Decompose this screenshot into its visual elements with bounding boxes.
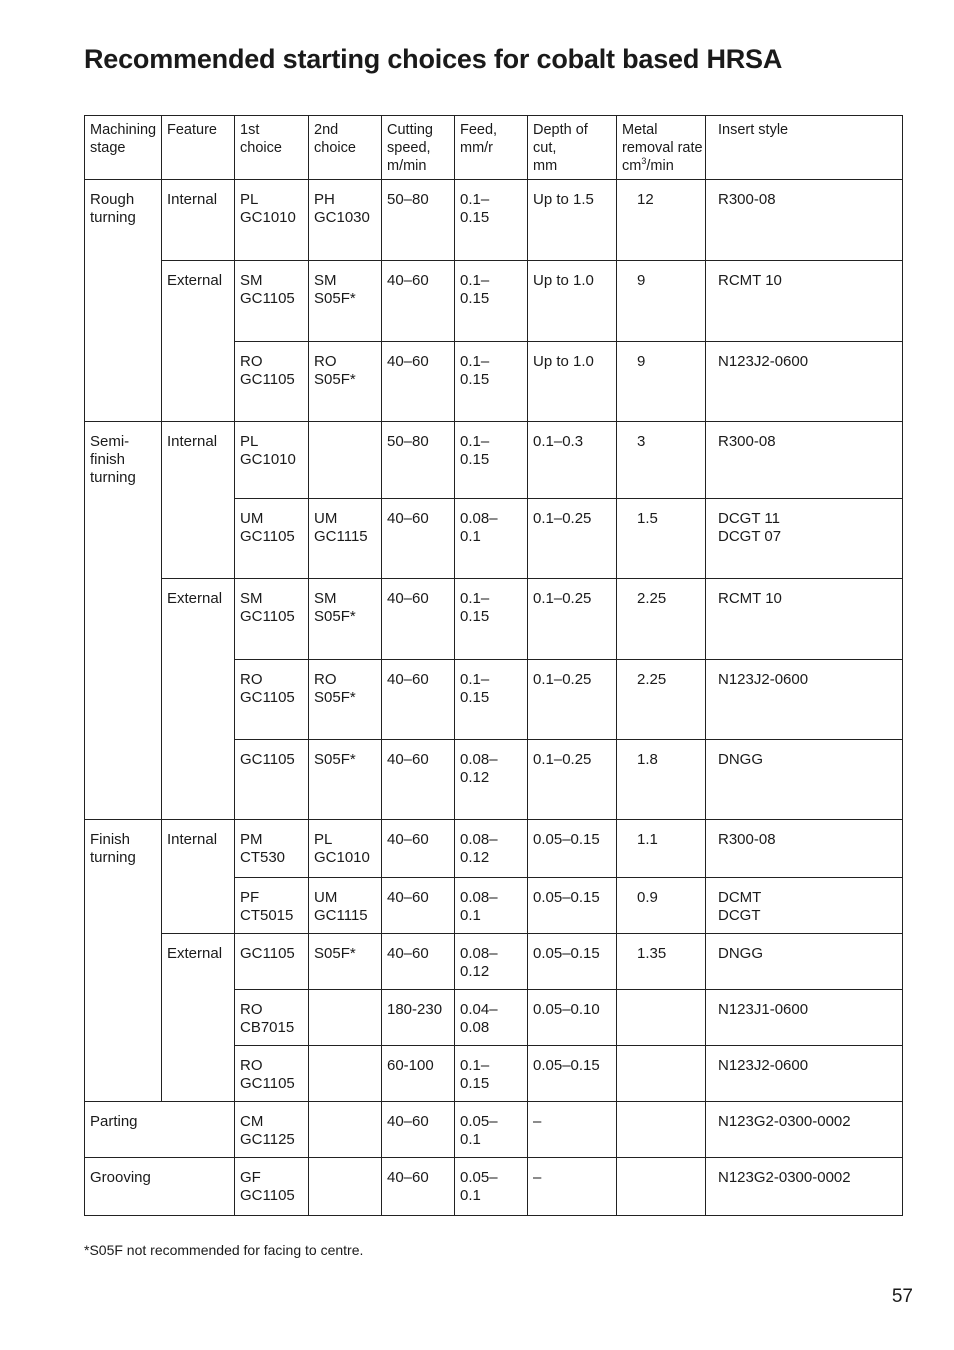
cell-line: DCGT bbox=[718, 907, 761, 924]
insert-style-cell bbox=[706, 990, 903, 1046]
cell-line: R300-08 bbox=[718, 191, 776, 208]
depth-of-cut-cell: – bbox=[528, 1158, 617, 1216]
insert-style-cell bbox=[706, 261, 903, 342]
cell-line: SM bbox=[240, 272, 263, 289]
footnote: *S05F not recommended for facing to centre. bbox=[84, 1242, 364, 1258]
cell-line: S05F* bbox=[314, 751, 356, 768]
recommendation-table bbox=[84, 115, 903, 1216]
stage-rough-turning bbox=[85, 180, 162, 422]
cell-line: N123G2-0300-0002 bbox=[718, 1113, 851, 1130]
feed-cell bbox=[455, 878, 528, 934]
first-choice-cell bbox=[235, 990, 309, 1046]
second-choice-cell bbox=[309, 180, 382, 261]
insert-style-cell bbox=[706, 422, 903, 499]
cell-line: RO bbox=[240, 353, 263, 370]
stage-semi-finish-turning bbox=[85, 422, 162, 820]
cell-line: Depth of bbox=[533, 122, 588, 138]
cell-line: GC1125 bbox=[240, 1131, 295, 1148]
first-choice-cell bbox=[235, 820, 309, 878]
header-feature: Feature bbox=[162, 116, 235, 180]
header-metal-removal-rate bbox=[617, 116, 706, 180]
cutting-speed-cell: 40–60 bbox=[382, 740, 455, 820]
cell-line: turning bbox=[90, 209, 136, 226]
second-choice-cell bbox=[309, 422, 382, 499]
unit-suffix: /min bbox=[646, 158, 674, 174]
insert-style-cell bbox=[706, 820, 903, 878]
cell-line: 0.05– bbox=[460, 1113, 498, 1130]
cell-line: speed, bbox=[387, 140, 431, 156]
cell-line: CT5015 bbox=[240, 907, 294, 924]
feed-cell bbox=[455, 261, 528, 342]
feed-cell bbox=[455, 740, 528, 820]
cell-line: SM bbox=[240, 590, 263, 607]
second-choice-cell bbox=[309, 1158, 382, 1216]
cell-line: GC1115 bbox=[314, 907, 368, 924]
cell-line: 0.1 bbox=[460, 907, 481, 924]
depth-of-cut-cell: 0.05–0.15 bbox=[528, 878, 617, 934]
feature-external-cell: External bbox=[162, 934, 235, 1102]
cell-line: 0.1 bbox=[460, 1131, 481, 1148]
removal-rate-cell bbox=[617, 1102, 706, 1158]
cell-line: S05F* bbox=[314, 371, 356, 388]
removal-rate-cell: 3 bbox=[617, 422, 706, 499]
feed-cell bbox=[455, 660, 528, 740]
cell-line: Semi- bbox=[90, 433, 130, 450]
page-title: Recommended starting choices for cobalt based HRSA bbox=[84, 44, 783, 74]
cutting-speed-cell: 60-100 bbox=[382, 1046, 455, 1102]
second-choice-cell bbox=[309, 660, 382, 740]
cutting-speed-cell: 40–60 bbox=[382, 878, 455, 934]
cell-line: PL bbox=[240, 191, 259, 208]
cell-line: 0.1– bbox=[460, 1057, 490, 1074]
removal-rate-cell bbox=[617, 1046, 706, 1102]
cell-line: 2nd bbox=[314, 122, 339, 138]
cell-line: GC1010 bbox=[314, 849, 370, 866]
second-choice-cell bbox=[309, 878, 382, 934]
cell-line: 0.1 bbox=[460, 528, 481, 545]
insert-style-cell bbox=[706, 342, 903, 422]
cell-line: PM bbox=[240, 831, 263, 848]
cell-line: 0.1– bbox=[460, 433, 490, 450]
cutting-speed-cell: 40–60 bbox=[382, 342, 455, 422]
cell-line: 0.08 bbox=[460, 1019, 490, 1036]
feed-cell bbox=[455, 990, 528, 1046]
cell-line: DCGT 11 bbox=[718, 510, 780, 527]
removal-rate-cell: 9 bbox=[617, 342, 706, 422]
cell-line: PH bbox=[314, 191, 335, 208]
feature-internal-cell: Internal bbox=[162, 820, 235, 934]
insert-style-cell bbox=[706, 660, 903, 740]
first-choice-cell bbox=[235, 740, 309, 820]
cell-line: DNGG bbox=[718, 945, 763, 962]
cell-line: finish bbox=[90, 451, 126, 468]
cell-line: 0.1– bbox=[460, 191, 490, 208]
cutting-speed-cell: 180-230 bbox=[382, 990, 455, 1046]
depth-of-cut-cell: 0.05–0.10 bbox=[528, 990, 617, 1046]
cell-line: Machining bbox=[90, 122, 157, 138]
cell-line: GC1105 bbox=[240, 1187, 295, 1204]
depth-of-cut-cell: 0.1–0.3 bbox=[528, 422, 617, 499]
stage-finish-turning bbox=[85, 820, 162, 1102]
feature-internal-cell: Internal bbox=[162, 422, 235, 579]
cutting-speed-cell: 40–60 bbox=[382, 1158, 455, 1216]
header-machining-stage bbox=[85, 116, 162, 180]
cutting-speed-cell: 40–60 bbox=[382, 934, 455, 990]
first-choice-cell bbox=[235, 342, 309, 422]
cell-line: turning bbox=[90, 849, 136, 866]
second-choice-cell bbox=[309, 1102, 382, 1158]
table-row bbox=[85, 579, 903, 660]
cell-line: choice bbox=[314, 140, 356, 156]
header-insert-style: Insert style bbox=[706, 116, 903, 180]
cell-line: turning bbox=[90, 469, 136, 486]
cell-line: RCMT 10 bbox=[718, 272, 782, 289]
table-row bbox=[85, 422, 903, 499]
cell-line: stage bbox=[90, 140, 126, 156]
table-row bbox=[85, 261, 903, 342]
feed-cell bbox=[455, 342, 528, 422]
cell-line: 0.12 bbox=[460, 849, 490, 866]
cell-line: 0.1– bbox=[460, 272, 490, 289]
removal-rate-cell bbox=[617, 1158, 706, 1216]
cell-line: S05F* bbox=[314, 689, 356, 706]
cell-line: 1st bbox=[240, 122, 260, 138]
cell-line: PL bbox=[314, 831, 333, 848]
cell-line: RO bbox=[240, 1001, 263, 1018]
cutting-speed-cell: 40–60 bbox=[382, 1102, 455, 1158]
cell-line: 0.15 bbox=[460, 371, 490, 388]
depth-of-cut-cell: 0.1–0.25 bbox=[528, 499, 617, 579]
cell-line: RCMT 10 bbox=[718, 590, 782, 607]
cell-line: UM bbox=[314, 510, 338, 527]
first-choice-cell bbox=[235, 1102, 309, 1158]
feed-cell bbox=[455, 934, 528, 990]
header-second-choice bbox=[309, 116, 382, 180]
removal-rate-cell bbox=[617, 990, 706, 1046]
cell-line: 0.15 bbox=[460, 689, 490, 706]
removal-rate-cell: 1.8 bbox=[617, 740, 706, 820]
depth-of-cut-cell: – bbox=[528, 1102, 617, 1158]
cell-line: CM bbox=[240, 1113, 264, 1130]
removal-rate-cell: 2.25 bbox=[617, 660, 706, 740]
feed-cell bbox=[455, 820, 528, 878]
header-depth-of-cut bbox=[528, 116, 617, 180]
cell-line: GC1105 bbox=[240, 290, 295, 307]
table-row bbox=[85, 934, 903, 990]
cell-line: DNGG bbox=[718, 751, 763, 768]
table-row bbox=[85, 820, 903, 878]
second-choice-cell bbox=[309, 261, 382, 342]
feed-cell bbox=[455, 499, 528, 579]
first-choice-cell bbox=[235, 934, 309, 990]
cutting-speed-cell: 40–60 bbox=[382, 660, 455, 740]
first-choice-cell bbox=[235, 261, 309, 342]
removal-rate-cell: 2.25 bbox=[617, 579, 706, 660]
cell-line: RO bbox=[314, 671, 337, 688]
cell-line: N123J2-0600 bbox=[718, 671, 809, 688]
cell-line: UM bbox=[314, 889, 338, 906]
cell-line: RO bbox=[240, 671, 263, 688]
header-feed bbox=[455, 116, 528, 180]
depth-of-cut-cell: Up to 1.0 bbox=[528, 342, 617, 422]
insert-style-cell bbox=[706, 878, 903, 934]
depth-of-cut-cell: 0.05–0.15 bbox=[528, 820, 617, 878]
cell-line: GC1010 bbox=[240, 451, 296, 468]
removal-rate-cell: 1.35 bbox=[617, 934, 706, 990]
cell-line: GC1105 bbox=[240, 945, 295, 962]
cell-line: SM bbox=[314, 590, 337, 607]
first-choice-cell bbox=[235, 878, 309, 934]
depth-of-cut-cell: 0.1–0.25 bbox=[528, 579, 617, 660]
cell-line: N123J1-0600 bbox=[718, 1001, 809, 1018]
cell-line: cut, bbox=[533, 140, 557, 156]
first-choice-cell bbox=[235, 180, 309, 261]
cell-line: CB7015 bbox=[240, 1019, 295, 1036]
cell-line: S05F* bbox=[314, 945, 356, 962]
header-line: removal rate bbox=[622, 140, 703, 156]
first-choice-cell bbox=[235, 579, 309, 660]
cell-line: choice bbox=[240, 140, 282, 156]
cell-line: PF bbox=[240, 889, 260, 906]
depth-of-cut-cell: Up to 1.0 bbox=[528, 261, 617, 342]
first-choice-cell bbox=[235, 499, 309, 579]
cell-line: GC1105 bbox=[240, 528, 295, 545]
cell-line: DCGT 07 bbox=[718, 528, 782, 545]
cell-line: GC1105 bbox=[240, 689, 295, 706]
cell-line: S05F* bbox=[314, 608, 356, 625]
cell-line: SM bbox=[314, 272, 337, 289]
insert-style-cell bbox=[706, 934, 903, 990]
feed-cell bbox=[455, 1158, 528, 1216]
cell-line: DCMT bbox=[718, 889, 762, 906]
insert-style-cell bbox=[706, 180, 903, 261]
cell-line: 0.04– bbox=[460, 1001, 498, 1018]
cutting-speed-cell: 50–80 bbox=[382, 180, 455, 261]
removal-rate-cell: 1.5 bbox=[617, 499, 706, 579]
depth-of-cut-cell: 0.05–0.15 bbox=[528, 1046, 617, 1102]
cell-line: GC1105 bbox=[240, 371, 295, 388]
cell-line: R300-08 bbox=[718, 831, 776, 848]
feed-cell bbox=[455, 422, 528, 499]
cell-line: UM bbox=[240, 510, 264, 527]
insert-style-cell bbox=[706, 579, 903, 660]
cell-line: GC1030 bbox=[314, 209, 370, 226]
cell-line: 0.1– bbox=[460, 353, 490, 370]
cell-line: CT530 bbox=[240, 849, 286, 866]
second-choice-cell bbox=[309, 934, 382, 990]
removal-rate-cell: 12 bbox=[617, 180, 706, 261]
cell-line: Cutting bbox=[387, 122, 433, 138]
first-choice-cell bbox=[235, 422, 309, 499]
second-choice-cell bbox=[309, 579, 382, 660]
cutting-speed-cell: 40–60 bbox=[382, 499, 455, 579]
feed-cell bbox=[455, 1046, 528, 1102]
second-choice-cell bbox=[309, 740, 382, 820]
feature-internal-cell: Internal bbox=[162, 180, 235, 261]
first-choice-cell bbox=[235, 1158, 309, 1216]
cell-line: 0.12 bbox=[460, 963, 490, 980]
cell-line: GC1105 bbox=[240, 608, 295, 625]
feature-external-cell: External bbox=[162, 261, 235, 422]
first-choice-cell bbox=[235, 1046, 309, 1102]
cell-line: N123J2-0600 bbox=[718, 1057, 809, 1074]
cell-line: mm/r bbox=[460, 140, 494, 156]
header-first-choice bbox=[235, 116, 309, 180]
second-choice-cell bbox=[309, 499, 382, 579]
feed-cell bbox=[455, 579, 528, 660]
removal-rate-cell: 9 bbox=[617, 261, 706, 342]
cell-line: 0.05– bbox=[460, 1169, 498, 1186]
cell-line: RO bbox=[314, 353, 337, 370]
cell-line: 0.1– bbox=[460, 590, 490, 607]
insert-style-cell bbox=[706, 499, 903, 579]
table-row bbox=[85, 1158, 903, 1216]
page-number: 57 bbox=[891, 1286, 913, 1307]
cell-line: PL bbox=[240, 433, 259, 450]
feed-cell bbox=[455, 1102, 528, 1158]
cell-line: R300-08 bbox=[718, 433, 776, 450]
cutting-speed-cell: 40–60 bbox=[382, 579, 455, 660]
cell-line: 0.15 bbox=[460, 451, 490, 468]
cell-line: N123G2-0300-0002 bbox=[718, 1169, 851, 1186]
insert-style-cell bbox=[706, 1102, 903, 1158]
stage-grooving: Grooving bbox=[85, 1158, 235, 1216]
insert-style-cell bbox=[706, 1046, 903, 1102]
cell-line: RO bbox=[240, 1057, 263, 1074]
header-unit bbox=[622, 157, 701, 175]
cell-line: 0.08– bbox=[460, 945, 498, 962]
depth-of-cut-cell: 0.05–0.15 bbox=[528, 934, 617, 990]
cell-line: 0.12 bbox=[460, 769, 490, 786]
cell-line: 0.08– bbox=[460, 751, 498, 768]
cell-line: m/min bbox=[387, 158, 427, 174]
cell-line: 0.15 bbox=[460, 290, 490, 307]
cell-line: GF bbox=[240, 1169, 261, 1186]
depth-of-cut-cell: 0.1–0.25 bbox=[528, 740, 617, 820]
table-row bbox=[85, 180, 903, 261]
cell-line: 0.08– bbox=[460, 831, 498, 848]
unit-base: cm bbox=[622, 158, 642, 174]
cutting-speed-cell: 40–60 bbox=[382, 261, 455, 342]
stage-parting: Parting bbox=[85, 1102, 235, 1158]
feature-external-cell: External bbox=[162, 579, 235, 820]
removal-rate-cell: 0.9 bbox=[617, 878, 706, 934]
cell-line: Rough bbox=[90, 191, 135, 208]
cell-line: N123J2-0600 bbox=[718, 353, 809, 370]
cell-line: 0.08– bbox=[460, 510, 498, 527]
cell-line: S05F* bbox=[314, 290, 356, 307]
depth-of-cut-cell: Up to 1.5 bbox=[528, 180, 617, 261]
insert-style-cell bbox=[706, 740, 903, 820]
cell-line: GC1010 bbox=[240, 209, 296, 226]
header-row bbox=[85, 116, 903, 180]
first-choice-cell bbox=[235, 660, 309, 740]
second-choice-cell bbox=[309, 342, 382, 422]
cell-line: Finish bbox=[90, 831, 131, 848]
cell-line: 0.1– bbox=[460, 671, 490, 688]
cell-line: 0.15 bbox=[460, 608, 490, 625]
second-choice-cell bbox=[309, 1046, 382, 1102]
cell-line: 0.1 bbox=[460, 1187, 481, 1204]
cell-line: 0.15 bbox=[460, 209, 490, 226]
table-row bbox=[85, 1102, 903, 1158]
cutting-speed-cell: 50–80 bbox=[382, 422, 455, 499]
cell-line: mm bbox=[533, 158, 558, 174]
unit-exponent: 3 bbox=[641, 156, 647, 167]
cell-line: GC1105 bbox=[240, 1075, 295, 1092]
cell-line: GC1115 bbox=[314, 528, 368, 545]
cell-line: 0.08– bbox=[460, 889, 498, 906]
cell-line: 0.15 bbox=[460, 1075, 490, 1092]
second-choice-cell bbox=[309, 820, 382, 878]
header-cutting-speed bbox=[382, 116, 455, 180]
header-line: Metal bbox=[622, 122, 658, 138]
second-choice-cell bbox=[309, 990, 382, 1046]
cell-line: GC1105 bbox=[240, 751, 295, 768]
cell-line: Feed, bbox=[460, 122, 498, 138]
insert-style-cell bbox=[706, 1158, 903, 1216]
feed-cell bbox=[455, 180, 528, 261]
cutting-speed-cell: 40–60 bbox=[382, 820, 455, 878]
removal-rate-cell: 1.1 bbox=[617, 820, 706, 878]
depth-of-cut-cell: 0.1–0.25 bbox=[528, 660, 617, 740]
